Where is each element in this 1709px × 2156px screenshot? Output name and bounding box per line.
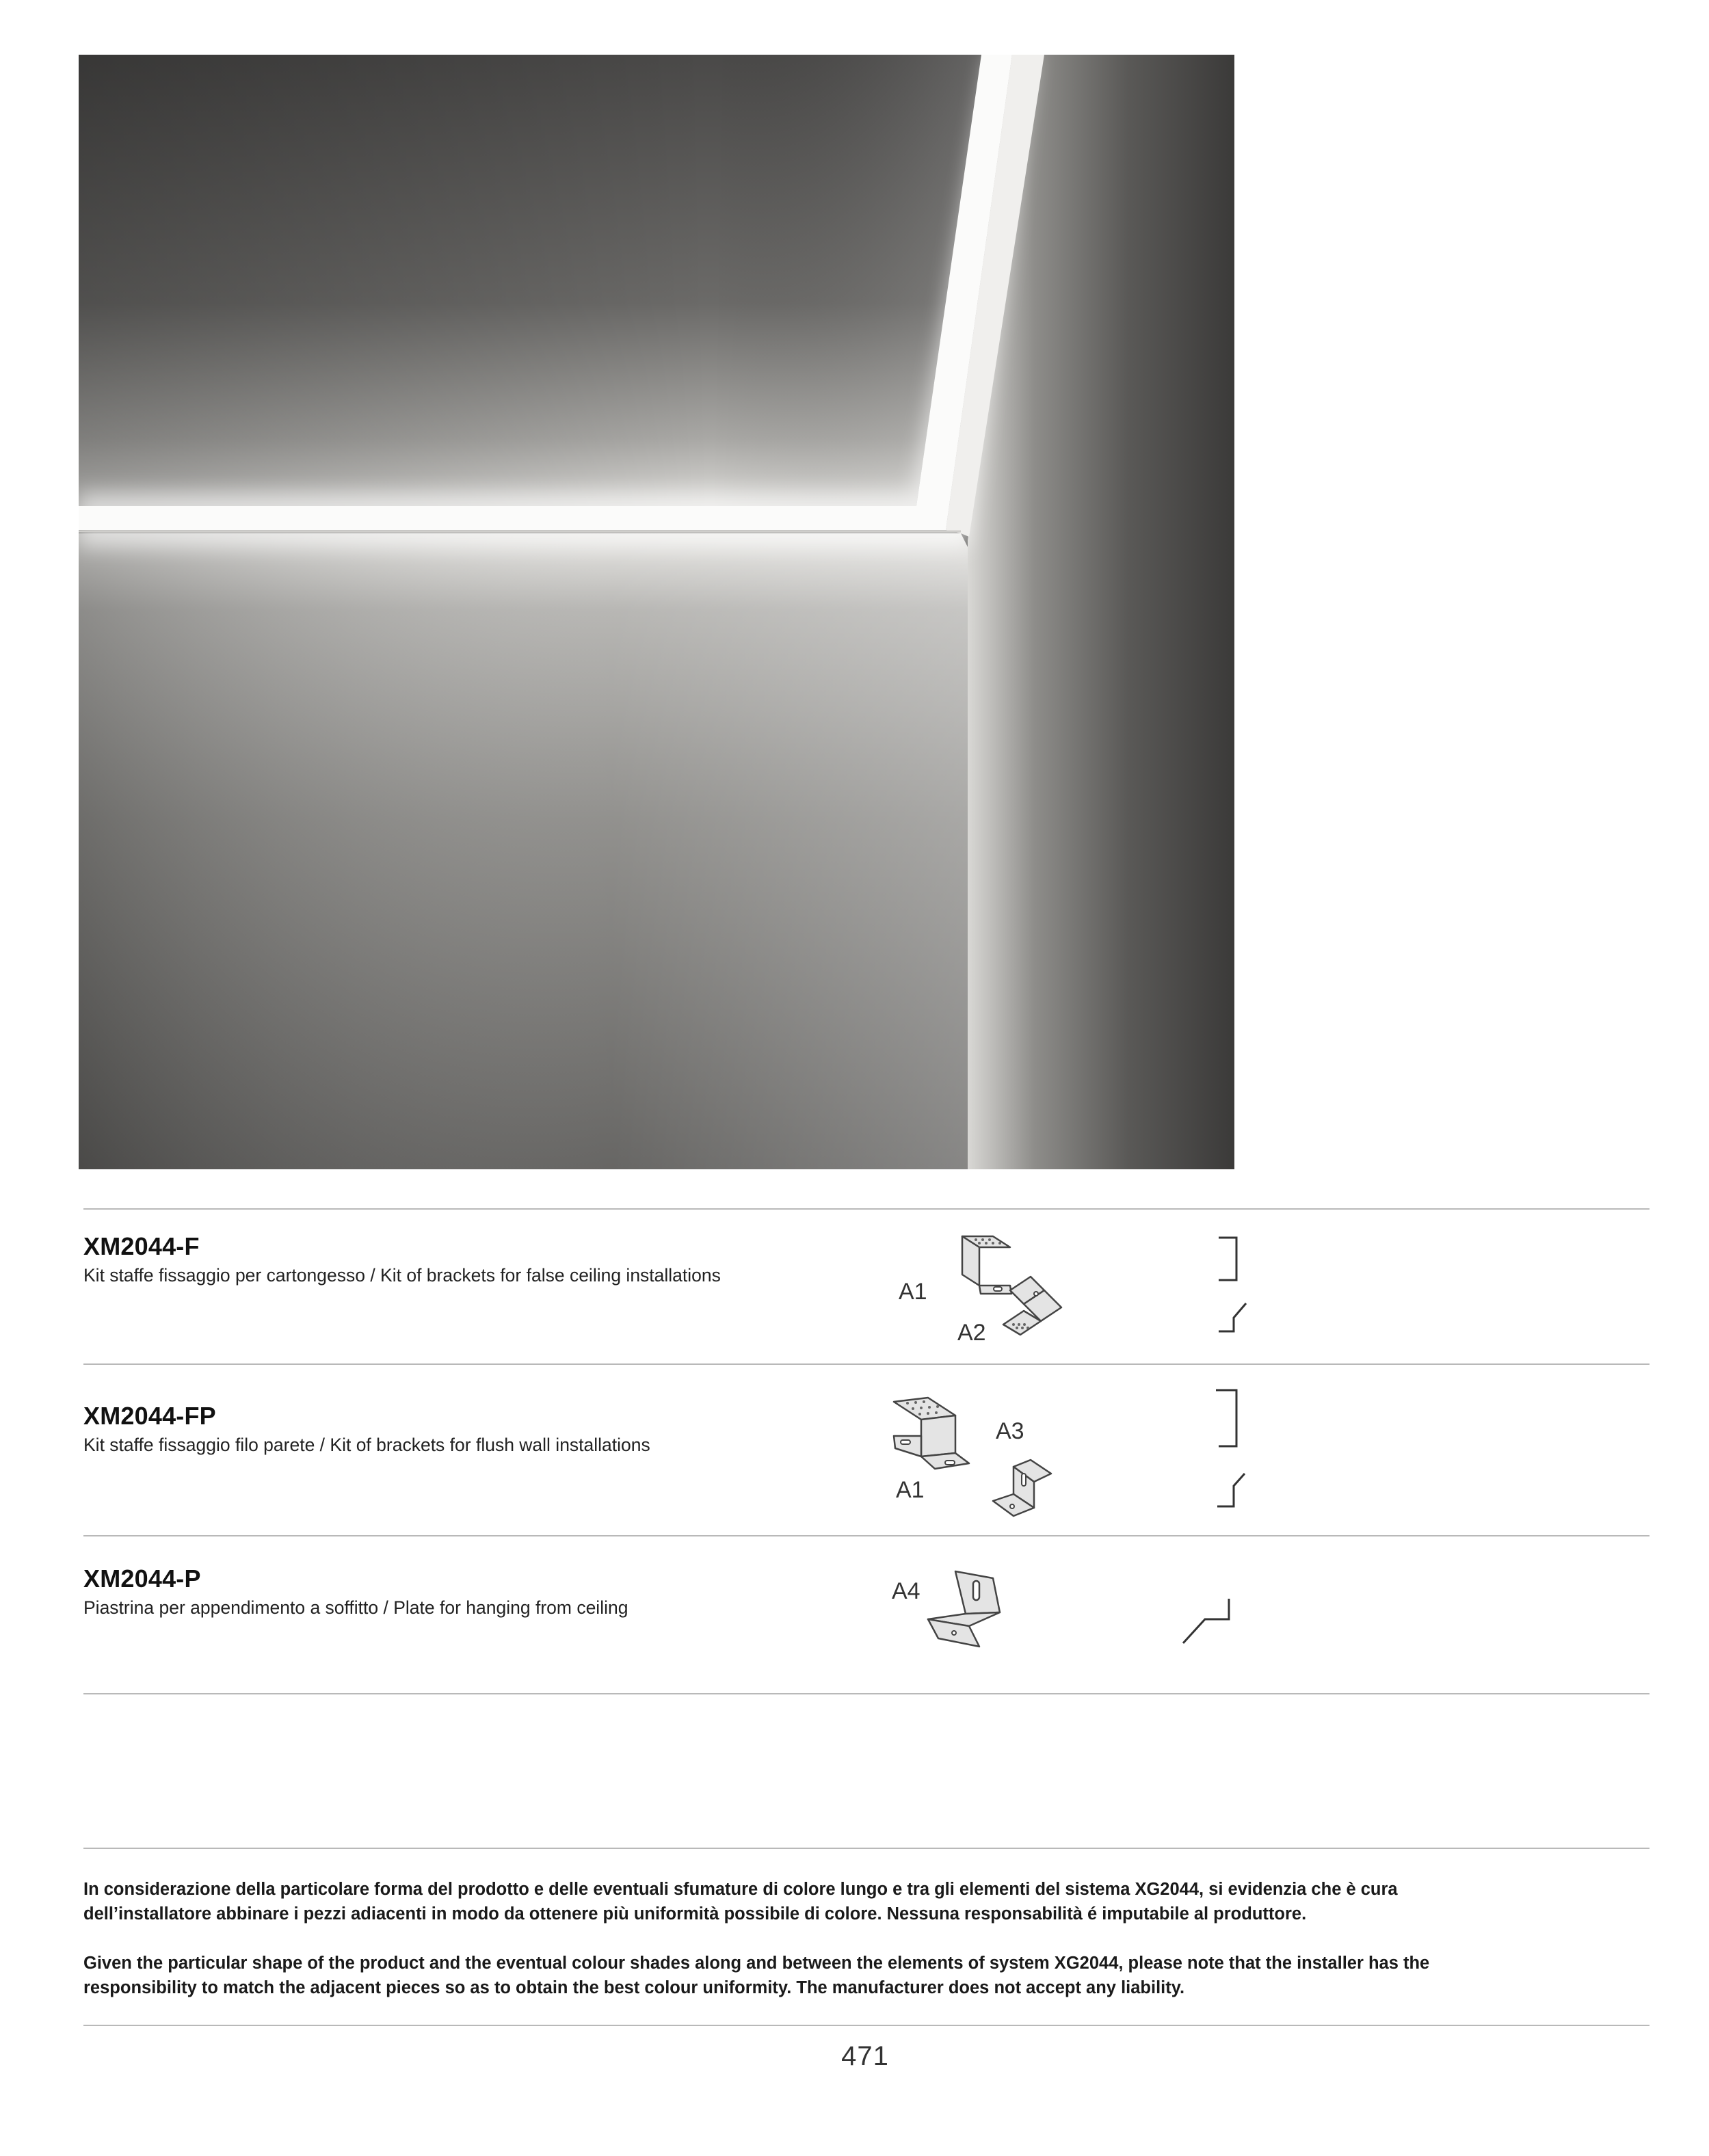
product-code: XM2044-F <box>83 1232 200 1260</box>
divider-2 <box>83 1535 1650 1536</box>
product-xm2044-fp <box>83 1402 1650 1532</box>
disclaimer-notes <box>83 1877 1506 2025</box>
product-description: Piastrina per appendimento a soffitto / Plate for hanging from ceiling <box>83 1597 628 1618</box>
divider-notes <box>83 1848 1650 1849</box>
note-italian: In considerazione della particolare forma del prodotto e delle eventuali sfumature di colore lungo e tra gli elementi del sistema XG2044, si evidenzia che è cura dell’installatore abbinare i pezzi adiacenti in modo da ottenere più uniformità possibile di colore. Nessuna responsabilità é imputabile al produttore. <box>83 1880 1398 1924</box>
label-a4: A4 <box>892 1578 920 1604</box>
product-xm2044-f <box>83 1232 1650 1362</box>
label-a2: A2 <box>957 1320 986 1346</box>
label-a3: A3 <box>996 1418 1024 1444</box>
label-a1: A1 <box>899 1279 927 1305</box>
profile-drawing <box>1198 1232 1253 1342</box>
bracket-a4-drawing <box>914 1565 1024 1667</box>
profile-drawing <box>1198 1385 1253 1515</box>
divider-top <box>83 1208 1650 1210</box>
product-description: Kit staffe fissaggio filo parete / Kit of brackets for flush wall installations <box>83 1435 650 1455</box>
bracket-a3-drawing <box>986 1453 1068 1528</box>
product-photo <box>79 55 1234 1169</box>
bracket-a1-drawing <box>887 1388 996 1484</box>
profile-drawing <box>1178 1592 1253 1653</box>
bracket-a2-drawing <box>996 1260 1078 1342</box>
label-a1: A1 <box>896 1477 925 1503</box>
product-description: Kit staffe fissaggio per cartongesso / Kit of brackets for false ceiling installations <box>83 1265 721 1286</box>
product-code: XM2044-FP <box>83 1402 216 1430</box>
divider-bottom <box>83 2025 1650 2026</box>
product-code: XM2044-P <box>83 1565 201 1593</box>
divider-1 <box>83 1363 1650 1365</box>
product-xm2044-p <box>83 1565 1650 1688</box>
divider-3 <box>83 1693 1650 1694</box>
note-english: Given the particular shape of the product and the eventual colour shades along and between the elements of system XG2044, please note that the installer has the responsibility to match the adjacent pieces so as to obtain the best colour uniformity. The manufacturer does not accept any liability. <box>83 1954 1430 1997</box>
page-number: 471 <box>841 2041 889 2071</box>
